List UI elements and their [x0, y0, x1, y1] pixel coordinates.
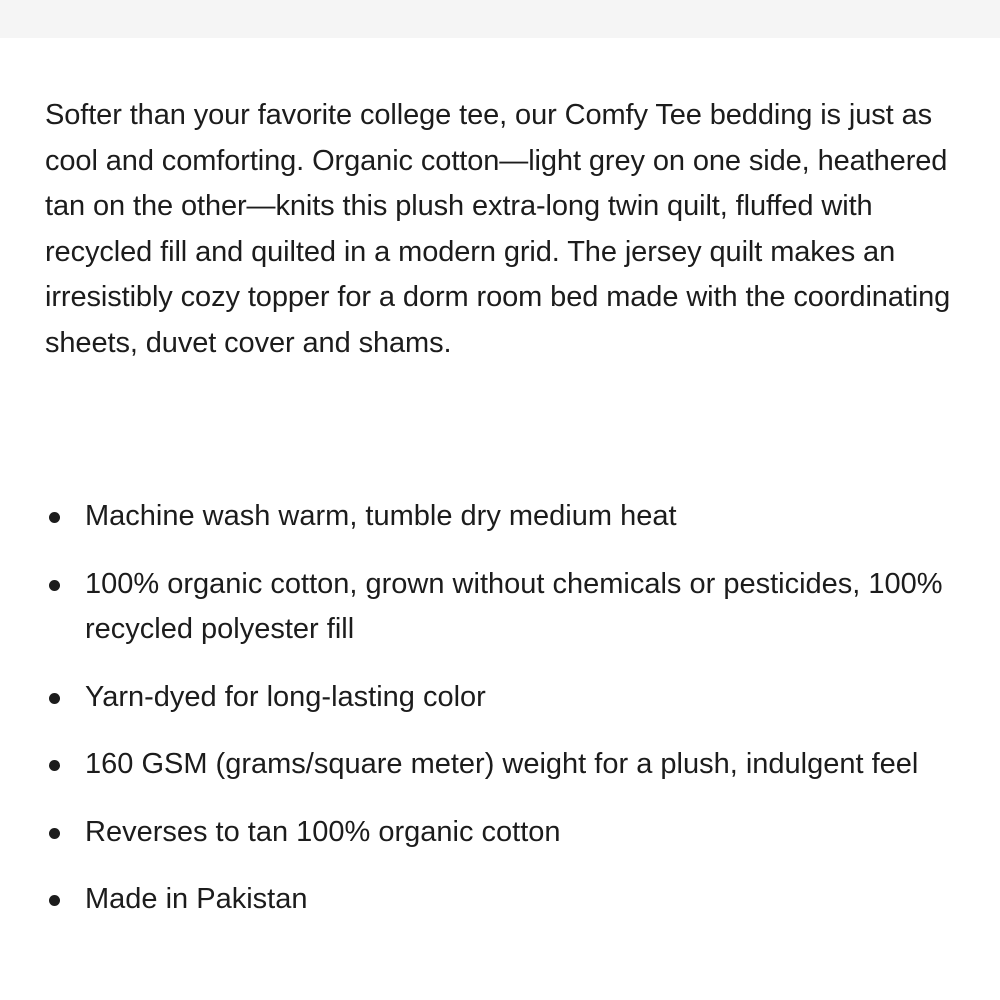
feature-list	[45, 494, 955, 945]
feature-text: 100% organic cotton, grown without chemicals or pesticides, 100% recycled polyester fill	[85, 567, 943, 645]
product-details	[45, 93, 955, 915]
feature-text: Machine wash warm, tumble dry medium heat	[85, 500, 677, 532]
feature-item	[45, 562, 955, 653]
bullet-icon	[49, 580, 60, 591]
top-bar	[0, 0, 1000, 38]
bullet-icon	[49, 693, 60, 704]
feature-item	[45, 810, 955, 856]
feature-text: 160 GSM (grams/square meter) weight for a plush, indulgent feel	[85, 748, 919, 780]
product-description: Softer than your favorite college tee, our Comfy Tee bedding is just as cool and comforting. Organic cotton—light grey on one side, heathered tan on the other—knits this plush extra-long twin quilt, fluffed with recycled fill and quilted in a modern grid. The jersey quilt makes an irresistibly cozy topper for a dorm room bed made with the coordinating sheets, duvet cover and shams.	[45, 99, 951, 359]
bullet-icon	[49, 760, 60, 771]
feature-text: Reverses to tan 100% organic cotton	[85, 815, 561, 848]
bullet-icon	[49, 828, 60, 839]
bullet-icon	[49, 895, 60, 906]
feature-item	[45, 877, 955, 923]
feature-text: Yarn-dyed for long-lasting color	[85, 680, 486, 713]
feature-item	[45, 675, 955, 721]
feature-item	[45, 742, 955, 788]
feature-text: Made in Pakistan	[85, 883, 308, 915]
bullet-icon	[49, 512, 60, 523]
feature-item	[45, 494, 955, 540]
